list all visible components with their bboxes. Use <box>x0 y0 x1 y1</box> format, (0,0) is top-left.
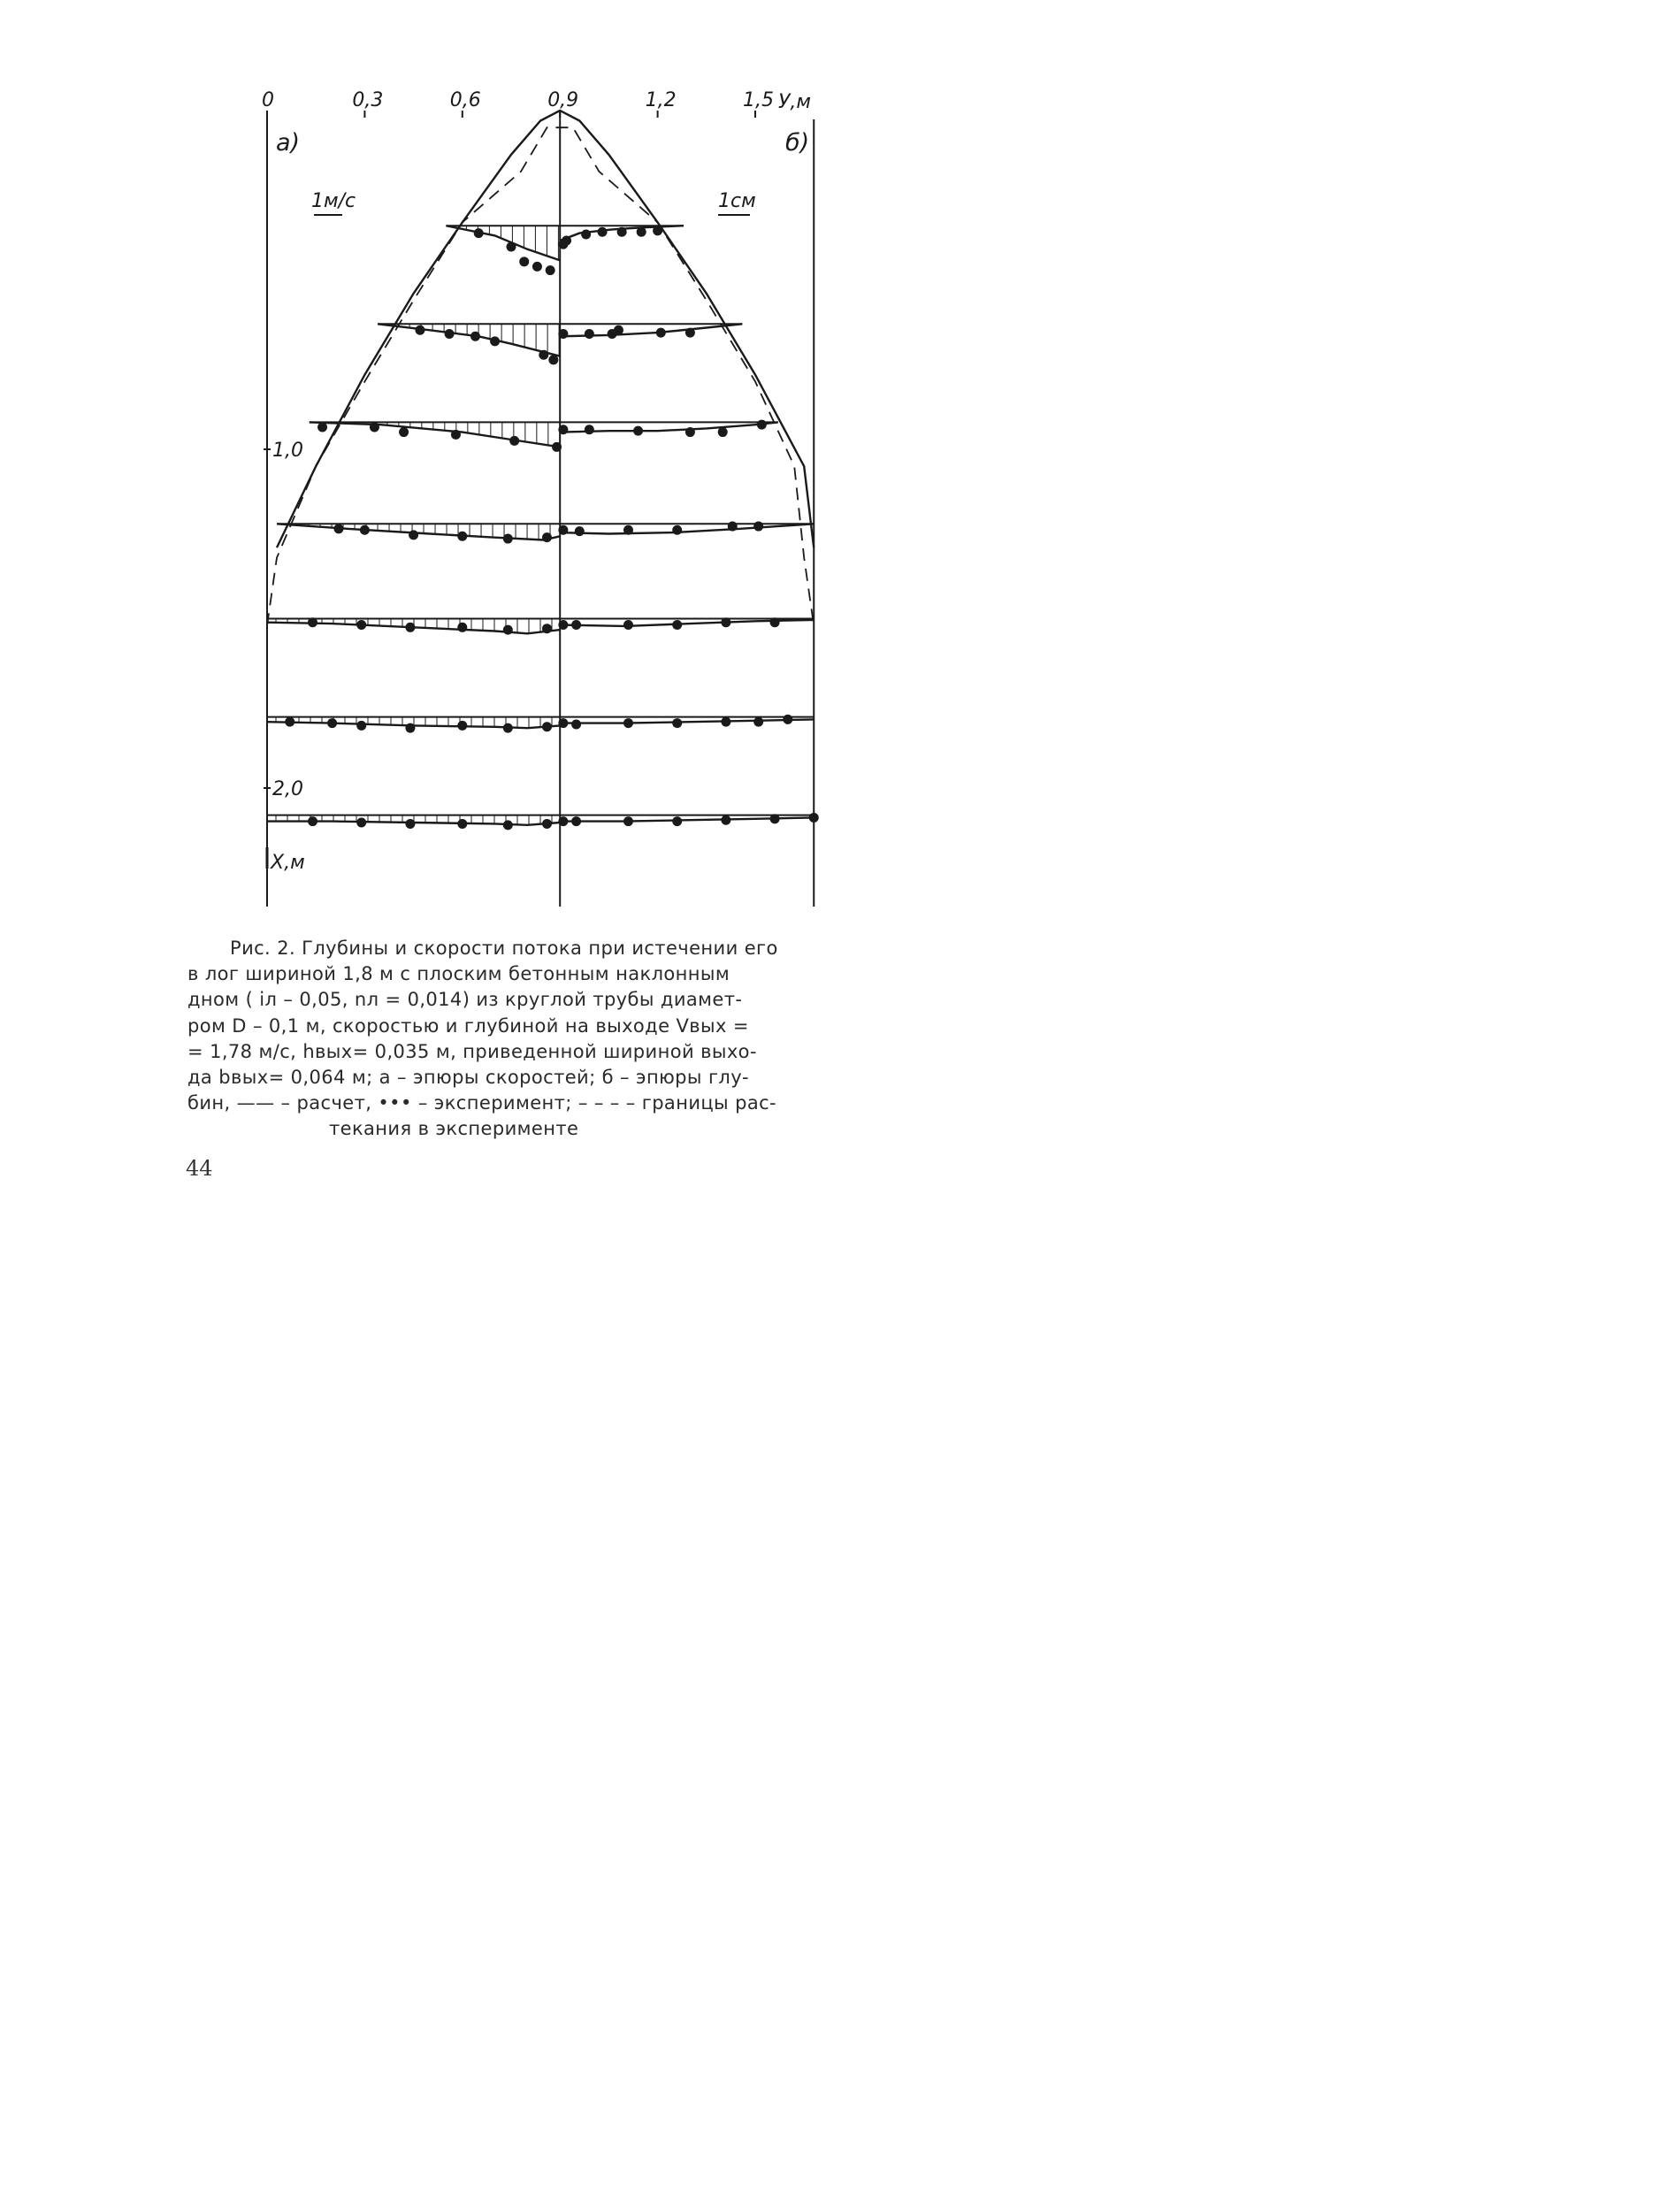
depth-data-point <box>721 717 730 727</box>
velocity-data-point <box>356 620 366 630</box>
depth-data-point <box>562 236 571 246</box>
velocity-data-point <box>546 265 555 275</box>
depth-scale-bar <box>718 190 756 215</box>
depth-data-point <box>757 420 767 430</box>
velocity-data-point <box>548 355 558 364</box>
depth-data-point <box>685 427 695 437</box>
depth-data-point <box>581 230 591 240</box>
depth-data-point <box>623 718 633 728</box>
depth-data-point <box>614 325 623 335</box>
spreading-boundaries <box>267 111 814 625</box>
velocity-data-point <box>405 819 415 829</box>
caption-line-5: = 1,78 м/с, hвых= 0,035 м, приведенной шириной выхо- <box>187 1040 757 1062</box>
velocity-data-point <box>509 436 519 446</box>
velocity-data-point <box>457 532 467 541</box>
depth-data-point <box>623 525 633 535</box>
depth-data-point <box>575 526 585 536</box>
caption-line-7: бин, —— – расчет, ••• – эксперимент; – – – – границы рас- <box>187 1092 777 1114</box>
depth-data-point <box>598 227 608 237</box>
depth-data-point <box>558 816 568 826</box>
depth-data-point <box>571 816 581 826</box>
depth-data-point <box>770 617 780 627</box>
velocity-data-point <box>503 820 513 830</box>
top-tick-label: 0,9 <box>547 89 579 111</box>
velocity-data-point <box>490 336 500 346</box>
depth-data-point <box>558 425 568 434</box>
velocity-data-point <box>370 422 379 432</box>
velocity-data-point <box>399 427 409 437</box>
depth-data-point <box>685 328 695 338</box>
caption-line-6: да bвых= 0,064 м; а – эпюры скоростей; б – эпюры глу- <box>187 1067 750 1089</box>
caption-line-1: Рис. 2. Глубины и скорости потока при истечении его <box>230 938 778 959</box>
depth-data-point <box>571 620 581 630</box>
x-axis-title: Х,м <box>271 852 305 874</box>
depth-data-point <box>770 814 780 823</box>
cross-section <box>267 715 814 733</box>
depth-scale-label: 1см <box>718 190 756 212</box>
plot-frame <box>267 111 814 907</box>
depth-data-point <box>653 226 662 235</box>
depth-data-point <box>558 525 568 535</box>
calculated-boundary-line <box>277 111 814 547</box>
depth-data-point <box>753 522 763 532</box>
cross-section <box>277 522 814 544</box>
velocity-data-point <box>474 228 484 238</box>
velocity-scale-bar <box>311 190 356 215</box>
velocity-data-point <box>356 818 366 828</box>
cross-section <box>310 420 778 452</box>
depth-data-point <box>783 715 792 724</box>
velocity-data-point <box>308 816 317 826</box>
depth-profile-line <box>560 719 814 723</box>
velocity-data-point <box>457 721 467 731</box>
panel-b-label: б) <box>785 129 810 157</box>
depth-data-point <box>617 227 627 237</box>
cross-section <box>267 813 819 830</box>
velocity-data-point <box>360 525 370 535</box>
velocity-data-point <box>317 422 327 432</box>
top-tick-label: 1,5 <box>743 89 774 111</box>
velocity-data-point <box>308 617 317 627</box>
velocity-profile-line <box>378 324 560 356</box>
y-axis-ticks <box>262 89 774 118</box>
velocity-data-point <box>356 721 366 731</box>
velocity-data-point <box>285 717 294 727</box>
velocity-data-point <box>542 722 552 731</box>
velocity-data-point <box>539 350 548 360</box>
velocity-data-point <box>451 430 461 440</box>
depth-data-point <box>753 717 763 727</box>
top-tick-label: 0,3 <box>352 89 384 111</box>
velocity-data-point <box>405 623 415 632</box>
depth-profile-line <box>560 524 814 533</box>
velocity-data-point <box>470 332 480 341</box>
velocity-data-point <box>503 723 513 733</box>
caption-line-3: дном ( iл – 0,05, nл = 0,014) из круглой трубы диамет- <box>187 989 743 1011</box>
velocity-data-point <box>457 623 467 632</box>
depth-data-point <box>558 329 568 339</box>
depth-data-point <box>721 617 730 627</box>
velocity-data-point <box>542 819 552 829</box>
depth-data-point <box>585 329 594 339</box>
velocity-data-point <box>405 723 415 733</box>
depth-data-point <box>672 620 682 630</box>
velocity-data-point <box>519 256 529 266</box>
velocity-data-point <box>333 524 343 533</box>
depth-data-point <box>672 525 682 535</box>
velocity-data-point <box>445 329 455 339</box>
depth-data-point <box>558 718 568 728</box>
depth-data-point <box>721 815 730 825</box>
velocity-profile-line <box>446 226 560 260</box>
depth-data-point <box>585 425 594 434</box>
depth-data-point <box>672 816 682 826</box>
depth-data-point <box>809 813 819 823</box>
panel-a-label: а) <box>276 129 301 157</box>
velocity-profile-line <box>277 524 560 540</box>
cross-section <box>446 226 684 275</box>
top-tick-label: 0 <box>262 89 274 111</box>
depth-data-point <box>728 522 738 532</box>
velocity-profile-line <box>310 422 560 447</box>
page-number: 44 <box>186 1156 213 1181</box>
y-axis-title: У,м <box>778 91 811 113</box>
depth-data-point <box>637 227 646 237</box>
caption-line-4: ром D – 0,1 м, скоростью и глубиной на выходе Vвых = <box>187 1014 749 1037</box>
depth-data-point <box>558 620 568 630</box>
velocity-data-point <box>503 534 513 544</box>
velocity-data-point <box>415 325 424 335</box>
x-axis-ticks <box>264 440 303 800</box>
velocity-data-point <box>532 262 542 272</box>
figure <box>0 0 1061 920</box>
depth-data-point <box>672 718 682 728</box>
velocity-data-point <box>552 442 562 452</box>
velocity-data-point <box>409 530 418 540</box>
velocity-data-point <box>503 625 513 635</box>
top-tick-label: 1,2 <box>645 89 677 111</box>
cross-sections <box>267 226 819 830</box>
depth-data-point <box>623 620 633 630</box>
depth-data-point <box>571 719 581 729</box>
figure-caption <box>187 936 948 1143</box>
depth-data-point <box>633 426 643 436</box>
left-tick-label: 2,0 <box>272 778 303 800</box>
depth-data-point <box>718 427 728 437</box>
velocity-scale-label: 1м/с <box>311 190 356 212</box>
caption-line-2: в лог шириной 1,8 м с плоским бетонным наклонным <box>187 963 730 985</box>
velocity-data-point <box>327 718 337 728</box>
cross-section <box>267 617 814 634</box>
velocity-data-point <box>542 532 552 542</box>
depth-data-point <box>623 816 633 826</box>
depth-data-point <box>656 328 666 338</box>
caption-line-8: текания в эксперименте <box>329 1118 579 1140</box>
velocity-data-point <box>542 624 552 633</box>
left-tick-label: 1,0 <box>272 440 303 462</box>
velocity-data-point <box>507 242 516 252</box>
top-tick-label: 0,6 <box>449 89 481 111</box>
velocity-data-point <box>457 819 467 829</box>
